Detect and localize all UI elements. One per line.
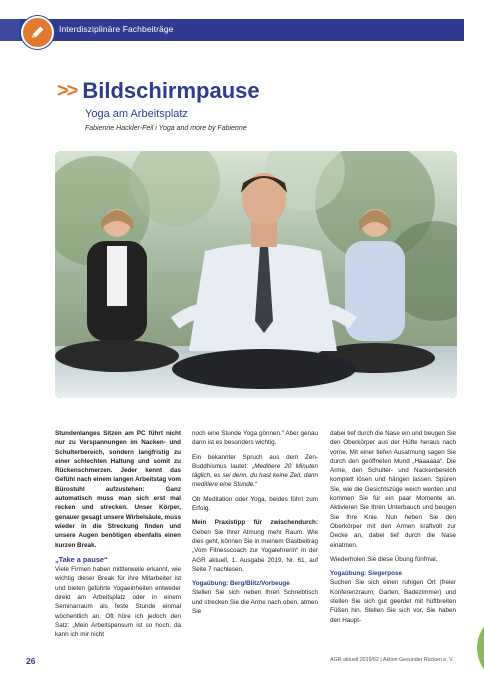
pencil-icon	[29, 24, 46, 41]
header-band-left	[0, 19, 20, 41]
zen-quote: „Meditiere 20 Minuten täglich, es sei denn, du hast keine Zeit, dann meditiere eine Stunde.“	[192, 462, 318, 489]
section-badge	[21, 16, 54, 49]
text-column-1	[55, 429, 181, 645]
tip-text: Geben Sie Ihrer Atmung mehr Raum. Wie dies geht, können Sie in meinem Gastbeitrag „Vom Fitnesscoach zur Yogalehrerin“ in der AGR aktuell, 1. Ausgabe 2019, Nr. 61, auf Seite 7 nachlesen.	[192, 528, 318, 573]
title-row	[57, 78, 260, 104]
body-paragraph: Suchen Sie sich einen ruhigen Ort (freier Konferenzraum, Garten, Badezimmer) und stellen Sie sich gut geerdet mit hüftbreiten Füßen hin. Stellen Sie sich vor, Sie haben den Haupt-	[330, 579, 456, 624]
page-title: Bildschirmpause	[82, 78, 260, 103]
body-paragraph: Wiederholen Sie diese Übung fünfmal.	[330, 555, 438, 563]
quote-intro: Ein bekannter Spruch aus dem Zen-Buddhismus lautet:	[192, 453, 318, 470]
title-chevrons: >>	[57, 79, 77, 102]
footer-publication: AGR aktuell 2019/62 | Aktion Gesunder Rücken e. V.	[330, 657, 454, 663]
section-heading-berg: Yogaübung: Berg/Blitz/Vorbeuge	[192, 580, 290, 588]
text-column-2	[192, 429, 318, 621]
leaf-decoration-icon	[470, 626, 484, 670]
tip-paragraph	[192, 518, 318, 574]
section-heading-siegerpose: Yogaübung: Siegerpose	[330, 570, 402, 578]
author-line: Fabienne Hackler-Feil i Yoga and more by Fabienne	[85, 125, 247, 132]
body-paragraph: Ob Meditation oder Yoga, beides führt zum Erfolg.	[192, 495, 318, 513]
page-number: 26	[26, 656, 36, 666]
body-paragraph: Viele Firmen haben mittlerweile erkannt, wie wichtig dieser Break für ihre Mitarbeiter ist und bieten geführte Yogaeinheiten entweder direkt am Arbeitsplatz oder in einem Seminarraum als feste Stunde einmal wöchentlich an. Oft höre ich jedoch den Satz: „Mein Arbeitspensum ist so hoch, da kann ich mir nicht	[55, 566, 181, 639]
text-column-3	[330, 429, 456, 630]
page-subtitle: Yoga am Arbeitsplatz	[85, 108, 188, 120]
body-paragraph: Stellen Sie sich neben Ihren Schreibtisch und strecken Sie die Arme nach oben, atmen Sie	[192, 589, 318, 616]
tip-label: Mein Praxistipp für zwischendurch:	[192, 519, 318, 527]
lead-paragraph: Stundenlanges Sitzen am PC führt nicht nur zu Verspannungen im Nacken- und Schulterbereich, sondern langfristig zu einer schlechten Haltung und somit zu Rückenschmerzen. Jeder kennt das Gefühl nach einem langen Arbeitstag vom Bürostuhl aufzustehen: Ganz automatisch muss man sich erst mal recken und strecken. Unser Körper, genauer gesagt unsere Wirbelsäule, muss wieder in die Streckung finden und unsere Augen benötigen ebenfalls einen kurzen Break.	[55, 430, 181, 549]
section-label: Interdisziplinäre Fachbeiträge	[59, 24, 174, 34]
article-photo	[55, 151, 457, 398]
quote-paragraph	[192, 453, 318, 490]
body-paragraph: noch eine Stunde Yoga gönnen.“ Aber genau dann ist es besonders wichtig.	[192, 430, 318, 447]
section-heading-take-a-pause: „Take a pause“	[55, 554, 108, 564]
body-paragraph: dabei tief durch die Nase ein und beugen Sie den Oberkörper aus der Hüfte heraus nach vorne. Mit einer tiefen Ausatmung sagen Sie durch den geöffneten Mund „Haaaaaa“. Die Arme, den Schulter- und Nackenbereich komplett lösen und hängen lassen. Spüren Sie, wie die Gesichtszüge weich werden und kommen Sie für ein paar Momente an. Aktivieren Sie Ihren Unterbauch und beugen Sie Ihre Knie. Nun heben Sie den Oberkörper mit den Armen kraftvoll zur Decke an, dabei tief durch die Nase einatmen.	[330, 430, 456, 549]
